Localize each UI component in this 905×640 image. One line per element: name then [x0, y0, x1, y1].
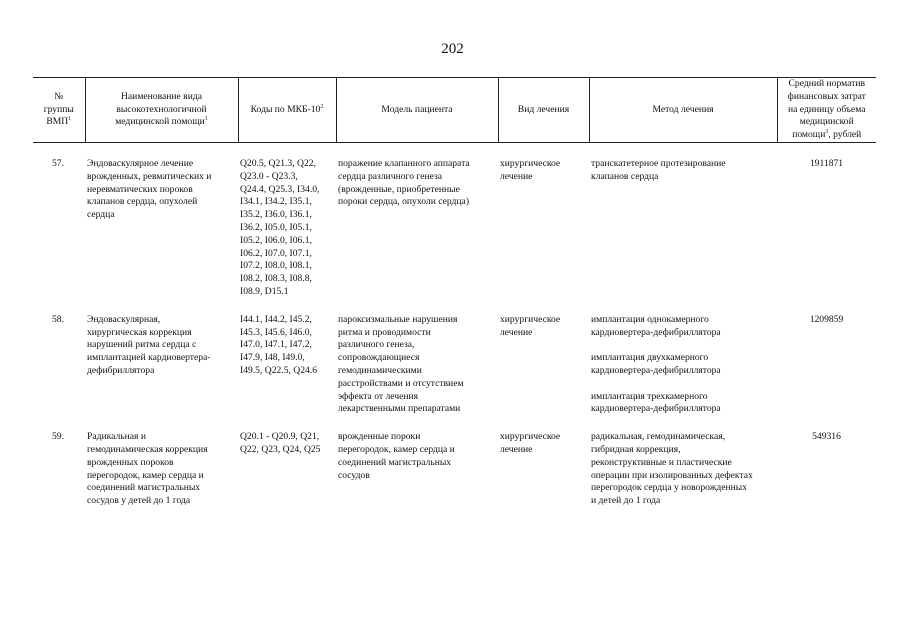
method-line: транскатетерное протезирование [591, 157, 726, 169]
cell-patient-model-line: сосудов [338, 469, 370, 481]
cell-icd10-codes-line: I35.2, I36.0, I36.1, [240, 209, 312, 221]
cell-cost-standard: 549316 [812, 431, 841, 443]
table-row [33, 314, 876, 416]
cell-patient-model-line: пороки сердца, опухоли сердца) [338, 196, 470, 208]
cell-care-type-name-line: хирургическая коррекция [87, 326, 192, 338]
method-line: имплантация трехкамерного [591, 390, 708, 402]
cell-icd10-codes [238, 314, 336, 416]
cell-icd10-codes-line: I49.5, Q22.5, Q24.6 [240, 364, 318, 376]
cell-care-type-name-line: сердца [87, 209, 115, 221]
method-line: реконструктивные и пластические [591, 456, 732, 468]
method-block [591, 431, 775, 508]
cell-treatment-method [589, 431, 777, 508]
cell-care-type-name-line: Эндоваскулярное лечение [87, 157, 194, 169]
method-line: кардиовертера-дефибриллятора [591, 326, 721, 338]
cell-icd10-codes-line: I05.2, I06.0, I06.1, [240, 234, 312, 246]
cell-cost-standard: 1209859 [809, 313, 844, 325]
method-line: радикальная, гемодинамическая, [591, 431, 726, 443]
cell-patient-model-line: (врожденные, приобретенные [338, 183, 460, 195]
header-patient-model: Модель пациента [336, 78, 498, 143]
cell-group-number: 58. [52, 313, 64, 325]
cell-icd10-codes-line: I34.1, I34.2, I35.1, [240, 196, 312, 208]
cell-cost-standard: 1911871 [809, 157, 844, 169]
method-block [591, 314, 775, 340]
header-group-number: № группы ВМП$^1$ [33, 78, 85, 143]
cell-treatment-type [498, 158, 589, 299]
cell-care-type-name-line: имплантацией кардиовертера- [87, 352, 211, 364]
cell-icd10-codes-line: I06.2, I07.0, I07.1, [240, 247, 312, 259]
cell-icd10-codes-line: Q20.5, Q21.3, Q22, [240, 157, 316, 169]
cell-icd10-codes-line: Q20.1 - Q20.9, Q21, [240, 431, 320, 443]
header-treatment-method: Метод лечения [589, 78, 777, 143]
cell-icd10-codes-line: Q24.4, Q25.3, I34.0, [240, 183, 320, 195]
cell-icd10-codes-line: Q23.0 - Q23.3, [240, 170, 298, 182]
cell-care-type-name-line: перегородок, камер сердца и [87, 469, 204, 481]
cell-icd10-codes [238, 158, 336, 299]
cell-icd10-codes [238, 431, 336, 508]
cell-patient-model-line: сопровождающиеся [338, 352, 420, 364]
page-number: 202 [441, 41, 464, 57]
cell-treatment-type-line: лечение [500, 326, 533, 338]
cell-patient-model [336, 158, 498, 299]
cell-care-type-name-line: соединений магистральных [87, 482, 201, 494]
cell-patient-model-line: эффекта от лечения [338, 390, 419, 402]
cell-treatment-type-line: лечение [500, 443, 533, 455]
method-line: клапанов сердца [591, 170, 659, 182]
cell-patient-model-line: перегородок, камер сердца и [338, 443, 455, 455]
cell-patient-model-line: ритма и проводимости [338, 326, 431, 338]
header-cost-standard: Средний норматив финансовых затрат на единицу объема медицинской помощи$^3$, рублей [777, 78, 876, 143]
cell-treatment-method [589, 158, 777, 299]
cell-icd10-codes-line: I44.1, I44.2, I45.2, [240, 313, 312, 325]
method-line: и детей до 1 года [591, 495, 661, 507]
cell-patient-model [336, 314, 498, 416]
table-header-row [33, 78, 876, 143]
cell-patient-model-line: соединений магистральных [338, 456, 452, 468]
cell-group-number: 59. [52, 431, 64, 443]
cell-patient-model-line: поражение клапанного аппарата [338, 157, 470, 169]
cell-icd10-codes-line: I45.3, I45.6, I46.0, [240, 326, 312, 338]
cell-care-type-name-line: клапанов сердца, опухолей [87, 196, 198, 208]
cell-treatment-type [498, 314, 589, 416]
method-block [591, 352, 775, 378]
method-line: операции при изолированных дефектах [591, 469, 753, 481]
cell-icd10-codes-line: I47.9, I48, I49.0, [240, 352, 305, 364]
cell-treatment-type-line: хирургическое [500, 313, 561, 325]
method-line: имплантация однокамерного [591, 313, 709, 325]
cell-care-type-name [85, 158, 238, 299]
header-care-type-name: Наименование вида высокотехнологичной медицинской помощи$^1$ [85, 78, 238, 143]
cell-patient-model-line: врожденные пороки [338, 431, 421, 443]
cell-care-type-name-line: неревматических пороков [87, 183, 193, 195]
cell-care-type-name-line: врожденных, ревматических и [87, 170, 212, 182]
cell-patient-model-line: гемодинамическими [338, 364, 422, 376]
cell-patient-model [336, 431, 498, 508]
method-block [591, 391, 775, 417]
cell-patient-model-line: лекарственными препаратами [338, 403, 461, 415]
method-line: кардиовертера-дефибриллятора [591, 403, 721, 415]
cell-care-type-name-line: гемодинамическая коррекция [87, 443, 208, 455]
cell-care-type-name-line: сосудов у детей до 1 года [87, 495, 191, 507]
cell-treatment-method [589, 314, 777, 416]
row-spacer [33, 416, 876, 431]
header-treatment-type: Вид лечения [498, 78, 589, 143]
cell-group-number: 57. [52, 157, 64, 169]
cell-icd10-codes-line: I36.2, I05.0, I05.1, [240, 221, 312, 233]
cell-patient-model-line: расстройствами и отсутствием [338, 377, 464, 389]
method-block [591, 158, 775, 184]
row-spacer [33, 142, 876, 158]
method-line: имплантация двухкамерного [591, 352, 709, 364]
row-spacer [33, 299, 876, 314]
cell-treatment-type-line: хирургическое [500, 157, 561, 169]
cell-icd10-codes-line: I08.2, I08.3, I08.8, [240, 273, 312, 285]
cell-icd10-codes-line: I47.0, I47.1, I47.2, [240, 339, 312, 351]
cell-care-type-name-line: Радикальная и [87, 431, 146, 443]
method-line: кардиовертера-дефибриллятора [591, 364, 721, 376]
cell-care-type-name-line: нарушений ритма сердца с [87, 339, 197, 351]
cell-care-type-name [85, 431, 238, 508]
cell-care-type-name-line: дефибриллятора [87, 364, 155, 376]
cell-icd10-codes-line: I08.9, D15.1 [240, 285, 289, 297]
cell-care-type-name-line: врожденных пороков [87, 456, 174, 468]
table-row [33, 431, 876, 508]
cell-care-type-name-line: Эндоваскулярная, [87, 313, 161, 325]
cell-patient-model-line: сердца различного генеза [338, 170, 443, 182]
method-line: перегородок сердца у новорожденных [591, 482, 747, 494]
cell-treatment-type-line: лечение [500, 170, 533, 182]
cell-icd10-codes-line: Q22, Q23, Q24, Q25 [240, 443, 321, 455]
cell-patient-model-line: различного генеза, [338, 339, 415, 351]
cell-treatment-type-line: хирургическое [500, 431, 561, 443]
cell-treatment-type [498, 431, 589, 508]
header-icd10-codes: Коды по МКБ-$10^2$ [238, 78, 336, 143]
method-line: гибридная коррекция, [591, 443, 681, 455]
cell-care-type-name [85, 314, 238, 416]
vmp-table [33, 77, 876, 508]
cell-patient-model-line: пароксизмальные нарушения [338, 313, 458, 325]
table-row [33, 158, 876, 299]
cell-icd10-codes-line: I07.2, I08.0, I08.1, [240, 260, 312, 272]
